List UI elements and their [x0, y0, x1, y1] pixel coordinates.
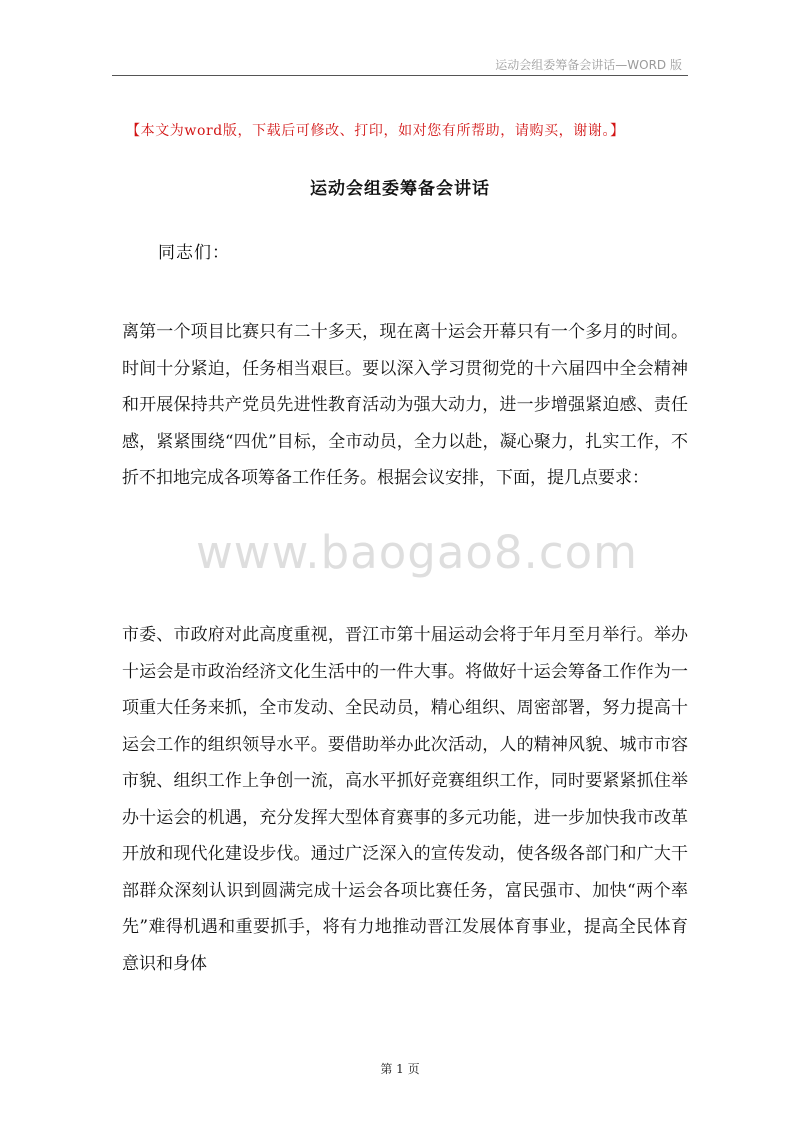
watermark: www.baogao8.com [196, 526, 638, 579]
running-header: 运动会组委筹备会讲话—WORD 版 [495, 58, 682, 72]
paragraph-2: 市委、市政府对此高度重视，晋江市第十届运动会将于年月至月举行。举办十运会是市政治经济文化生活中的一件大事。将做好十运会筹备工作作为一项重大任务来抓，全市发动、全民动员，精心组织、周密部署，努力提高十运会工作的组织领导水平。要借助举办此次活动，人的精神风貌、城市市容市貌、组织工作上争创一流，高水平抓好竞赛组织工作，同时要紧紧抓住举办十运会的机遇，充分发挥大型体育赛事的多元功能，进一步加快我市改革开放和现代化建设步伐。通过广泛深入的宣传发动，使各级各部门和广大干部群众深刻认识到圆满完成十运会各项比赛任务，富民强市、加快“两个率先”难得机遇和重要抓手，将有力地推动晋江发展体育事业，提高全民体育意识和身体 [122, 625, 688, 974]
purchase-notice: 【本文为word版，下载后可修改、打印，如对您有所帮助，请购买，谢谢。】 [126, 123, 625, 139]
salutation: 同志们： [158, 243, 230, 263]
document-title: 运动会组委筹备会讲话 [310, 179, 490, 199]
page-number: 第 1 页 [380, 1062, 420, 1076]
paragraph-1: 离第一个项目比赛只有二十多天，现在离十运会开幕只有一个多月的时间。时间十分紧迫，任务相当艰巨。要以深入学习贯彻党的十六届四中全会精神和开展保持共产党员先进性教育活动为强大动力，进一步增强紧迫感、责任感，紧紧围绕“四优”目标，全市动员，全力以赴，凝心聚力，扎实工作，不折不扣地完成各项筹备工作任务。根据会议安排，下面，提几点要求： [122, 322, 688, 488]
header-divider [112, 75, 688, 76]
